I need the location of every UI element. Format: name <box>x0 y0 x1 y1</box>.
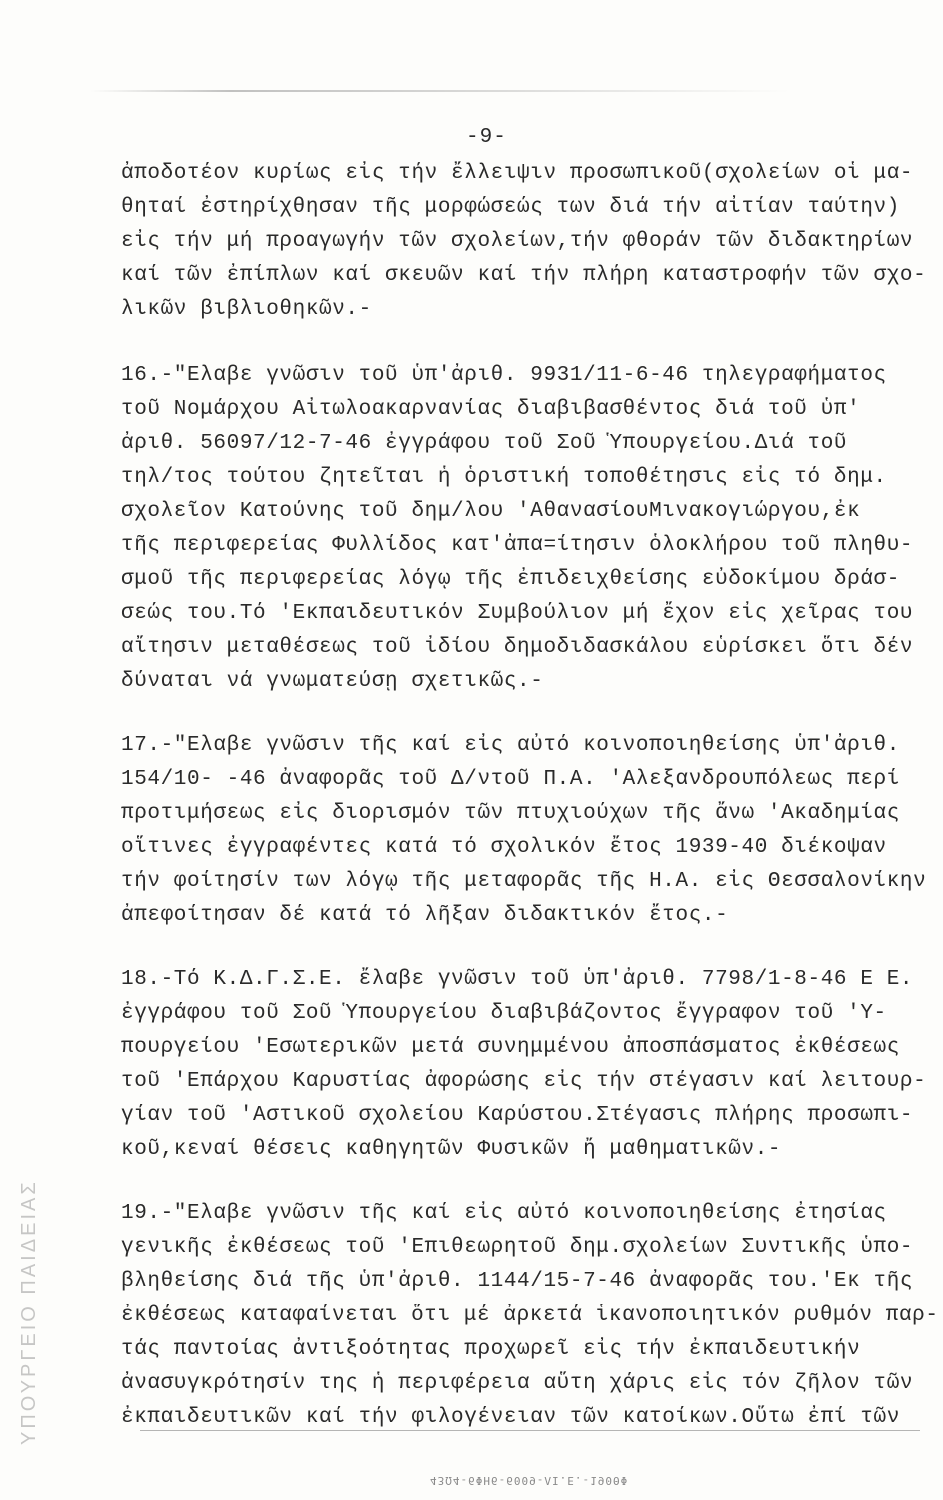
text-line: ἐγγράφου τοῦ Σοῦ Ὑπουργείου διαβιβάζοντος ἔγγραφον τοῦ 'Υ- <box>121 1002 887 1025</box>
text-line: τάς παντοίας ἀντιξοότητας προχωρεῖ εἰς τήν ἐκπαιδευτικήν <box>121 1338 861 1361</box>
text-line: κοῦ,κεναί θέσεις καθηγητῶν Φυσικῶν ἤ μαθηματικῶν.- <box>121 1138 782 1161</box>
text-line: σμοῦ τῆς περιφερείας λόγῳ τῆς ἐπιδειχθείσης εὐδοκίμου δράσ- <box>121 568 900 591</box>
text-line: 18.-Τό Κ.Δ.Γ.Σ.Ε. ἔλαβε γνῶσιν τοῦ ὑπ'ἀριθ. 7798/1-8-46 Ε Ε. <box>121 968 914 991</box>
text-line: 17.-"Ελαβε γνῶσιν τῆς καί εἰς αὐτό κοινοποιηθείσης ὑπ'ἀριθ. <box>121 734 900 757</box>
text-line: 154/10- -46 ἀναφορᾶς τοῦ Δ/ντοῦ Π.Α. 'Αλεξανδρουπόλεως περί <box>121 768 900 791</box>
text-line: καί τῶν ἐπίπλων καί σκευῶν καί τήν πλήρη καταστροφήν τῶν σχο- <box>121 264 927 287</box>
page-number: -9- <box>466 126 507 149</box>
text-line: ἐκθέσεως καταφαίνεται ὅτι μέ ἀρκετά ἱκανοποιητικόν ρυθμόν παρ- <box>121 1304 939 1327</box>
text-line: εἰς τήν μή προαγωγήν τῶν σχολείων,τήν φθοράν τῶν διδακτηρίων <box>121 230 914 253</box>
text-line: ἀνασυγκρότησίν της ἡ περιφέρεια αὕτη χάρις εἰς τόν ζῆλον τῶν <box>121 1372 914 1395</box>
footer-rule <box>140 1430 920 1431</box>
text-line: τηλ/τος τούτου ζητεῖται ἡ ὁριστική τοποθέτησις εἰς τό δημ. <box>121 466 887 489</box>
text-line: δύναται νά γνωματεύσῃ σχετικῶς.- <box>121 670 544 693</box>
text-line: τήν φοίτησίν των λόγῳ τῆς μεταφορᾶς τῆς Η.Α. εἰς Θεσσαλονίκην <box>121 870 927 893</box>
text-line: τοῦ Νομάρχου Αἰτωλοακαρνανίας διαβιβασθέντος διά τοῦ ὑπ' <box>121 398 861 421</box>
text-line: πουργείου 'Εσωτερικῶν μετά συνημμένου ἀποσπάσματος ἐκθέσεως <box>121 1036 900 1059</box>
text-line: τοῦ 'Επάρχου Καρυστίας ἀφορώσης εἰς τήν στέγασιν καί λειτουρ- <box>121 1070 927 1093</box>
text-line: σεώς του.Τό 'Εκπαιδευτικόν Συμβούλιον μή ἔχον εἰς χεῖρας του <box>121 602 914 625</box>
text-line: λικῶν βιβλιοθηκῶν.- <box>121 298 372 321</box>
text-line: αἴτησιν μεταθέσεως τοῦ ἰδίου δημοδιδασκάλου εὑρίσκει ὅτι δέν <box>121 636 914 659</box>
text-line: γίαν τοῦ 'Αστικοῦ σχολείου Καρύστου.Στέγασις πλήρης προσωπι- <box>121 1104 914 1127</box>
text-line: 16.-"Ελαβε γνῶσιν τοῦ ὑπ'ἀριθ. 9931/11-6-46 τηλεγραφήματος <box>121 364 887 387</box>
text-line: τῆς περιφερείας Φυλλίδος κατ'ἀπα=ίτησιν ὁλοκλήρου τοῦ πληθυ- <box>121 534 914 557</box>
top-rule <box>90 90 790 92</box>
text-line: ἀριθ. 56097/12-7-46 ἐγγράφου τοῦ Σοῦ Ὑπουργείου.Διά τοῦ <box>121 432 848 455</box>
text-line: γενικῆς ἐκθέσεως τοῦ 'Επιθεωρητοῦ δημ.σχολείων Συντικῆς ὑπο- <box>121 1236 914 1259</box>
footer-code: 43Ω4-6ΦΗ6-6009-ΛΙ.Ε.-190ΘΦ <box>430 1474 629 1487</box>
text-line: θηταί ἐστηρίχθησαν τῆς μορφώσεώς των διά τήν αἰτίαν ταύτην) <box>121 196 900 219</box>
text-line: ἀπεφοίτησαν δέ κατά τό λῆξαν διδακτικόν ἔτος.- <box>121 904 729 927</box>
text-line: ἀποδοτέον κυρίως εἰς τήν ἔλλειψιν προσωπικοῦ(σχολείων οἱ μα- <box>121 162 914 185</box>
text-line: σχολεῖον Κατούνης τοῦ δημ/λου 'ΑθανασίουΜινακογιώργου,ἐκ <box>121 500 861 523</box>
text-line: βληθείσης διά τῆς ὑπ'ἀριθ. 1144/15-7-46 ἀναφορᾶς του.'Εκ τῆς <box>121 1270 914 1293</box>
text-line: οἵτινες ἐγγραφέντες κατά τό σχολικόν ἔτος 1939-40 διέκοψαν <box>121 836 887 859</box>
margin-stamp: ΥΠΟΥΡΓΕΙΟ ΠΑΙΔΕΙΑΣ <box>18 1179 40 1445</box>
text-line: ἐκπαιδευτικῶν καί τήν φιλογένειαν τῶν κατοίκων.Οὕτω ἐπί τῶν <box>121 1406 900 1429</box>
text-line: προτιμήσεως εἰς διορισμόν τῶν πτυχιούχων τῆς ἄνω 'Ακαδημίας <box>121 802 900 825</box>
text-line: 19.-"Ελαβε γνῶσιν τῆς καί εἰς αὐτό κοινοποιηθείσης ἐτησίας <box>121 1202 887 1225</box>
